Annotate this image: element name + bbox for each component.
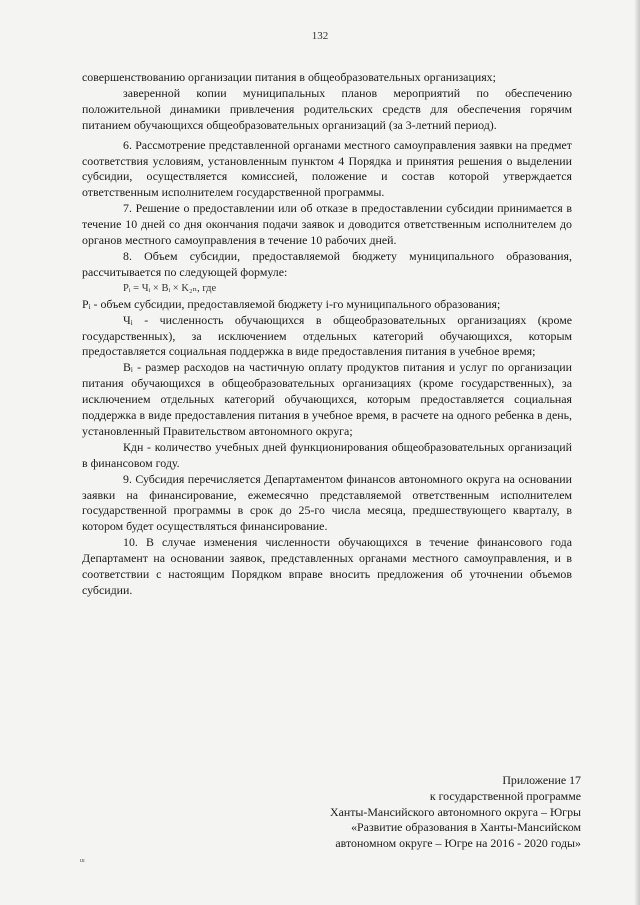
paragraph-9: 9. Субсидия перечисляется Департаментом финансов автономного округа на основании заявки на финансирование, ежемесячно представляемой ответственным исполнителем государственной программы в срок до 25-го числа месяца, предшествующего кварталу, в котором будет осуществляться финансирование. (82, 471, 572, 534)
definition-kdn: Кдн - количество учебных дней функционирования общеобразовательных организаций в финансовом году. (82, 439, 572, 470)
paragraph-8: 8. Объем субсидии, предоставляемой бюджету муниципального образования, рассчитывается по следующей формуле: (82, 248, 572, 279)
subsidy-formula: Pᵢ = Чᵢ × Bᵢ × K₂ₙ, где (123, 282, 217, 294)
definition-p: Pᵢ - объем субсидии, предоставляемой бюджету i-го муниципального образования; (82, 296, 501, 311)
appendix-line-4: «Развитие образования в Ханты-Мансийском (351, 820, 581, 835)
appendix-line-2: к государственной программе (429, 788, 581, 803)
scan-mark: ш (80, 858, 85, 864)
appendix-line-5: автономном округе – Югре на 2016 - 2020 годы» (335, 836, 581, 851)
page-edge-shadow (634, 0, 640, 905)
appendix-line-3: Ханты-Мансийского автономного округа – Югры (329, 804, 581, 819)
paragraph-copy-plans: заверенной копии муниципальных планов мероприятий по обеспечению положительной динамики привлечения родительских средств для обеспечения горячим питанием обучающихся общеобразовательных организаций (за 3-летний период). (82, 85, 572, 132)
page-number: 132 (311, 30, 329, 42)
paragraph-continuation: совершенствованию организации питания в общеобразовательных организациях; (82, 70, 496, 84)
paragraph-10: 10. В случае изменения численности обучающихся в течение финансового года Департамент на основании заявок, представленных органами местного самоуправления, и в соответствии с настоящим Порядком вправе вносить предложения об уточнении объемов субсидии. (82, 535, 572, 597)
paragraph-7: 7. Решение о предоставлении или об отказе в предоставлении субсидии принимается в течение 10 дней со дня окончания подачи заявок и доводится ответственным исполнителем до органов местного самоуправления в течение 10 рабочих дней. (82, 201, 572, 248)
definition-b: Bᵢ - размер расходов на частичную оплату продуктов питания и услуг по организации питания обучающихся в общеобразовательных организациях (кроме государственных), за исключением отдельных категорий обучающихся, которым предоставляется социальная поддержка в виде предоставления питания в учебное время, в расчете на одного ребенка в день, установленный Правительством автономного округа; (82, 360, 572, 438)
paragraph-6: 6. Рассмотрение представленной органами местного самоуправления заявки на предмет соответствия условиям, установленным пунктом 4 Порядка и принятия решения о выделении субсидии, осуществляется комиссией, положение и состав которой утверждается ответственным исполнителем государственной программы. (82, 137, 572, 200)
appendix-heading (201, 773, 581, 852)
appendix-line-1: Приложение 17 (502, 773, 581, 787)
document-body (82, 70, 572, 599)
definition-ch: Чᵢ - численность обучающихся в общеобразовательных организациях (кроме государственных), за исключением отдельных категорий обучающихся, которым предоставляется социальная поддержка в виде предоставления питания в учебное время; (82, 312, 572, 359)
